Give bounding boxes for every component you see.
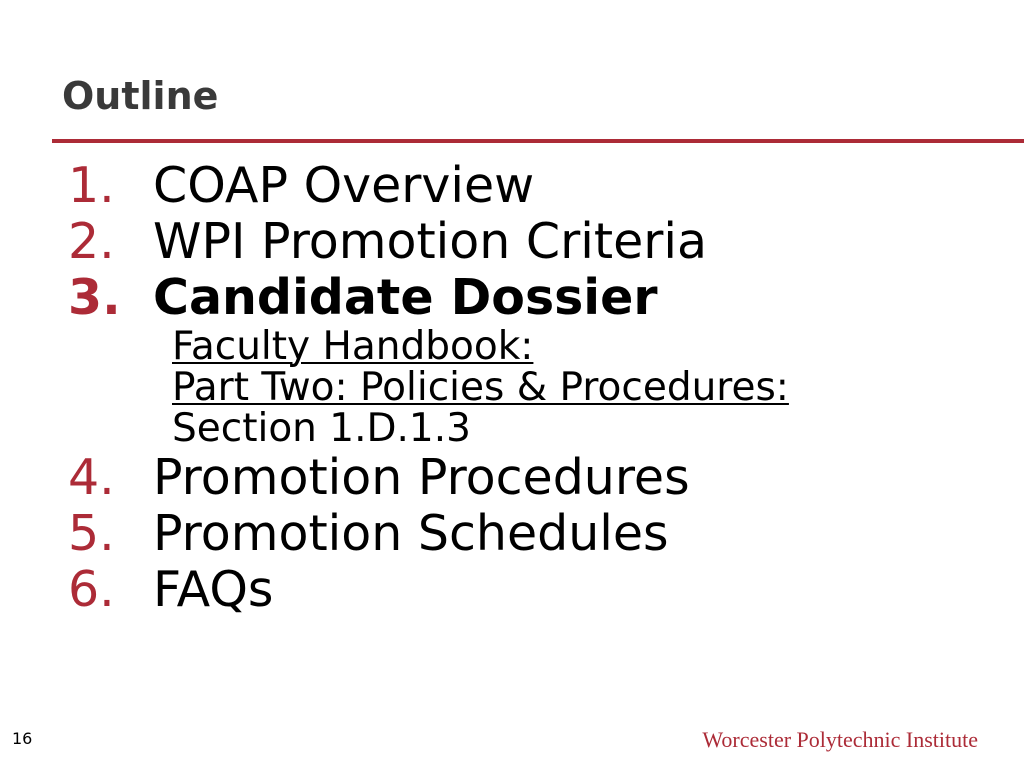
outline-item-label: COAP Overview	[153, 157, 535, 214]
slide-title: Outline	[62, 74, 219, 118]
outline-item-label: Promotion Schedules	[153, 505, 669, 562]
faculty-handbook-link[interactable]: Faculty Handbook:	[172, 324, 534, 369]
outline-item-number: 3.	[68, 269, 121, 326]
outline-item-candidate-dossier	[68, 270, 789, 326]
outline-item-label: FAQs	[153, 561, 274, 618]
outline-item-number: 6.	[68, 561, 115, 618]
candidate-dossier-reference	[68, 326, 789, 450]
outline-item-promotion-schedules	[68, 506, 789, 562]
section-reference: Section 1.D.1.3	[172, 406, 471, 451]
page-number: 16	[12, 729, 33, 748]
outline-item-number: 5.	[68, 505, 115, 562]
footer-brand: Worcester Polytechnic Institute	[702, 727, 978, 752]
outline-item-promotion-procedures	[68, 450, 789, 506]
outline-item-number: 2.	[68, 213, 115, 270]
outline-list	[68, 158, 789, 618]
outline-item-label: Candidate Dossier	[153, 269, 658, 326]
outline-item-label: WPI Promotion Criteria	[153, 213, 708, 270]
policies-procedures-link[interactable]: Part Two: Policies & Procedures:	[172, 365, 789, 410]
outline-item-number: 4.	[68, 449, 115, 506]
outline-item-faqs	[68, 562, 789, 618]
outline-item-coap-overview	[68, 158, 789, 214]
outline-item-number: 1.	[68, 157, 115, 214]
title-divider	[52, 139, 1024, 143]
outline-item-label: Promotion Procedures	[153, 449, 690, 506]
outline-item-promotion-criteria	[68, 214, 789, 270]
